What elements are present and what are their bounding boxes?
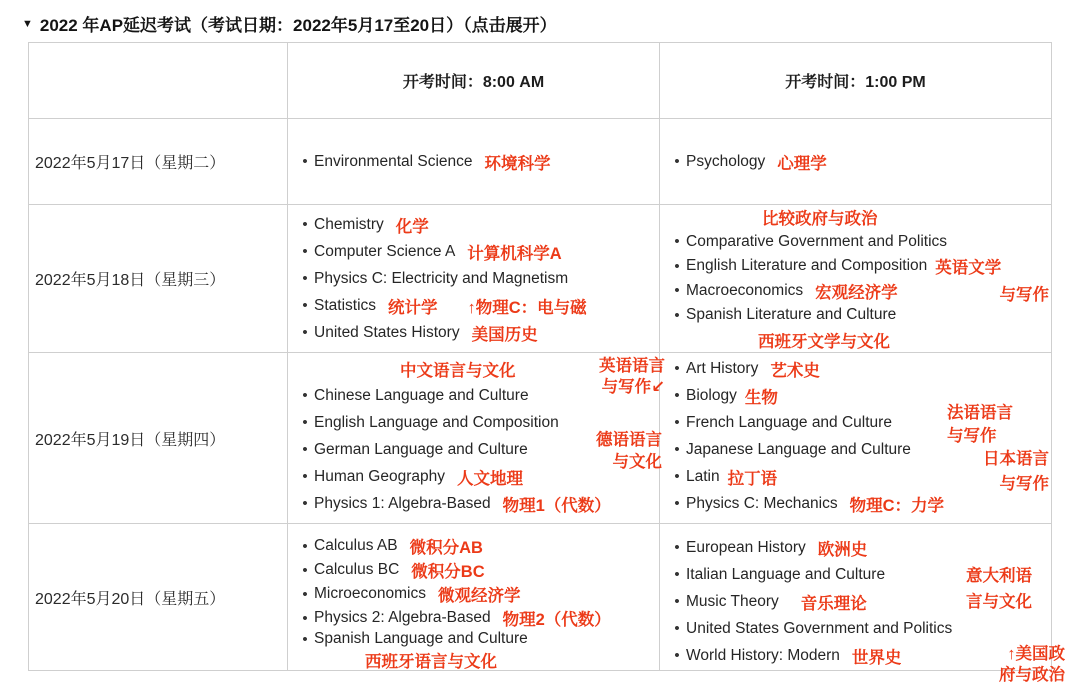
chinese-lang-zh-annotation: 中文语言与文化 — [400, 361, 516, 380]
exam-item — [296, 319, 659, 346]
exam-name-zh-annotation: 环境科学 — [484, 154, 551, 173]
physics-c-em-zh-annotation: ↑物理C：电与磁 — [467, 298, 587, 317]
exam-item — [296, 265, 659, 292]
exam-item — [668, 642, 1051, 669]
exam-item — [668, 355, 1051, 382]
collapse-section-header[interactable] — [22, 11, 557, 36]
page-title-text: 2022 年AP延迟考试（考试日期：2022年5月17至20日）（点击展开） — [39, 16, 557, 35]
us-gov-zh-annotation: ↑美国政 府与政治 — [999, 645, 1065, 684]
exam-item — [296, 630, 659, 648]
exam-item — [296, 148, 659, 175]
spanish-lit-zh-annotation: 西班牙文学与文化 — [758, 332, 890, 351]
exam-name-en: • Human Geography — [314, 467, 445, 485]
exam-item — [668, 534, 1051, 561]
exam-name-zh-annotation: 艺术史 — [770, 361, 820, 380]
english-lit-zh-annotation-line2: 与写作 — [999, 286, 1049, 304]
exam-name-en: • English Language and Composition — [314, 413, 559, 431]
exam-name-zh-annotation: 计算机科学A — [467, 244, 562, 263]
exam-name-zh-annotation: 英语文学 — [935, 259, 1002, 278]
japanese-lang-zh-annotation: 日本语言 与写作 — [983, 450, 1049, 493]
exam-item — [668, 148, 1051, 175]
date-cell-may19 — [29, 353, 288, 524]
am-cell-may20 — [288, 524, 660, 671]
date-cell-may20 — [29, 524, 288, 671]
exam-name-en: • Physics 1: Algebra-Based — [314, 494, 491, 512]
exam-name-en: • Italian Language and Culture — [686, 565, 886, 583]
exam-name-en: • Spanish Literature and Culture — [686, 306, 897, 324]
exam-name-en: • Macroeconomics — [686, 281, 804, 299]
exam-name-en: • French Language and Culture — [686, 413, 892, 431]
exam-item — [296, 534, 659, 558]
exam-name-en: • Chinese Language and Culture — [314, 386, 529, 404]
exam-name-en: • Chemistry — [314, 215, 384, 233]
exam-name-en: • Comparative Government and Politics — [686, 232, 948, 250]
comparative-gov-zh-annotation: 比较政府与政治 — [762, 210, 878, 229]
annotation-line — [668, 205, 1051, 230]
exam-name-en: • United States History — [314, 323, 460, 341]
exam-name-en: • Music Theory — [686, 592, 779, 610]
exam-item — [668, 615, 1051, 642]
french-lang-zh-annotation: 法语语言 与写作 — [947, 404, 1013, 445]
header-pm-cell — [660, 43, 1052, 119]
pm-cell-may20 — [660, 524, 1065, 684]
header-am-label: 开考时间：8:00 AM — [402, 74, 545, 91]
am-cell-may19 — [288, 353, 665, 524]
exam-name-zh-annotation: 心理学 — [777, 154, 827, 173]
exam-name-zh-annotation: 宏观经济学 — [815, 283, 898, 302]
pm-cell-may18 — [660, 205, 1052, 353]
exam-item — [296, 606, 659, 630]
exam-name-zh-annotation: 化学 — [395, 217, 429, 236]
english-lang-zh-annotation: 英语语言 与写作↙ — [599, 357, 665, 396]
exam-item — [296, 582, 659, 606]
exam-name-zh-annotation: 物理2（代数） — [502, 611, 611, 629]
exam-item — [668, 303, 1051, 328]
exam-name-en: • Spanish Language and Culture — [314, 630, 528, 647]
exam-name-en: • Statistics — [314, 296, 377, 314]
exam-item — [296, 238, 659, 265]
exam-name-en: • European History — [686, 538, 806, 556]
exam-name-zh-annotation: 生物 — [744, 388, 778, 407]
date-label: 2022年5月19日（星期四） — [35, 431, 226, 449]
exam-name-en: • Psychology — [686, 152, 766, 170]
exam-name-en: • Physics 2: Algebra-Based — [314, 609, 491, 626]
header-empty-cell — [29, 43, 288, 119]
exam-name-en: • Japanese Language and Culture — [686, 440, 911, 458]
exam-item — [296, 558, 659, 582]
exam-item — [296, 292, 659, 319]
header-pm-label: 开考时间：1:00 PM — [785, 74, 926, 91]
exam-item — [668, 254, 1051, 279]
german-lang-zh-annotation: 德语语言 与文化 — [596, 431, 662, 471]
date-label: 2022年5月20日（星期五） — [35, 590, 226, 608]
exam-name-en: • Physics C: Electricity and Magnetism — [314, 269, 569, 287]
exam-name-en: • English Literature and Composition — [686, 257, 928, 275]
exam-name-en: • United States Government and Politics — [686, 619, 953, 637]
exam-item — [668, 279, 1051, 304]
annotation-line — [296, 648, 659, 672]
exam-name-en: • German Language and Culture — [314, 440, 528, 458]
spanish-lang-zh-annotation: 西班牙语言与文化 — [365, 653, 497, 671]
exam-name-en: • Calculus BC — [314, 561, 400, 578]
italian-lang-zh-annotation: 意大利语 言与文化 — [966, 567, 1032, 611]
exam-name-en: • World History: Modern — [686, 646, 840, 664]
exam-name-zh-annotation: 统计学 — [388, 298, 438, 317]
exam-name-en: • Computer Science A — [314, 242, 456, 260]
exam-name-en: • Calculus AB — [314, 537, 398, 554]
exam-name-en: • Environmental Science — [314, 152, 473, 170]
exam-name-zh-annotation: 欧洲史 — [817, 540, 868, 559]
exam-item — [668, 230, 1051, 255]
date-label: 2022年5月17日（星期二） — [35, 155, 226, 172]
exam-name-zh-annotation: 微积分BC — [411, 563, 485, 581]
date-label: 2022年5月18日（星期三） — [35, 272, 226, 289]
exam-name-zh-annotation: 拉丁语 — [727, 469, 778, 488]
exam-name-en: • Latin — [686, 467, 720, 485]
exam-name-zh-annotation: 微积分AB — [409, 539, 483, 557]
exam-schedule-table — [28, 42, 1065, 684]
exam-name-zh-annotation: 世界史 — [851, 648, 902, 667]
exam-name-zh-annotation: 微观经济学 — [437, 587, 521, 605]
exam-name-en: • Art History — [686, 359, 759, 377]
exam-item — [296, 490, 659, 517]
date-cell-may17 — [29, 119, 288, 205]
am-cell-may17 — [288, 119, 660, 205]
exam-item — [296, 211, 659, 238]
annotation-line — [668, 328, 1051, 353]
exam-name-zh-annotation: 物理C：力学 — [849, 496, 945, 515]
exam-name-en: • Physics C: Mechanics — [686, 494, 838, 512]
header-am-cell — [288, 43, 660, 119]
pm-cell-may19 — [660, 353, 1052, 524]
exam-name-en: • Microeconomics — [314, 585, 426, 602]
exam-name-zh-annotation: 音乐理论 — [800, 594, 867, 613]
date-cell-may18 — [29, 205, 288, 353]
exam-name-zh-annotation: 人文地理 — [456, 469, 523, 488]
exam-name-en: • Biology — [686, 386, 737, 404]
collapse-triangle-icon: ▼ — [22, 17, 33, 30]
am-cell-may18 — [288, 205, 660, 353]
pm-cell-may17 — [660, 119, 1052, 205]
exam-name-zh-annotation: 物理1（代数） — [502, 496, 611, 515]
exam-name-zh-annotation: 美国历史 — [471, 325, 538, 344]
